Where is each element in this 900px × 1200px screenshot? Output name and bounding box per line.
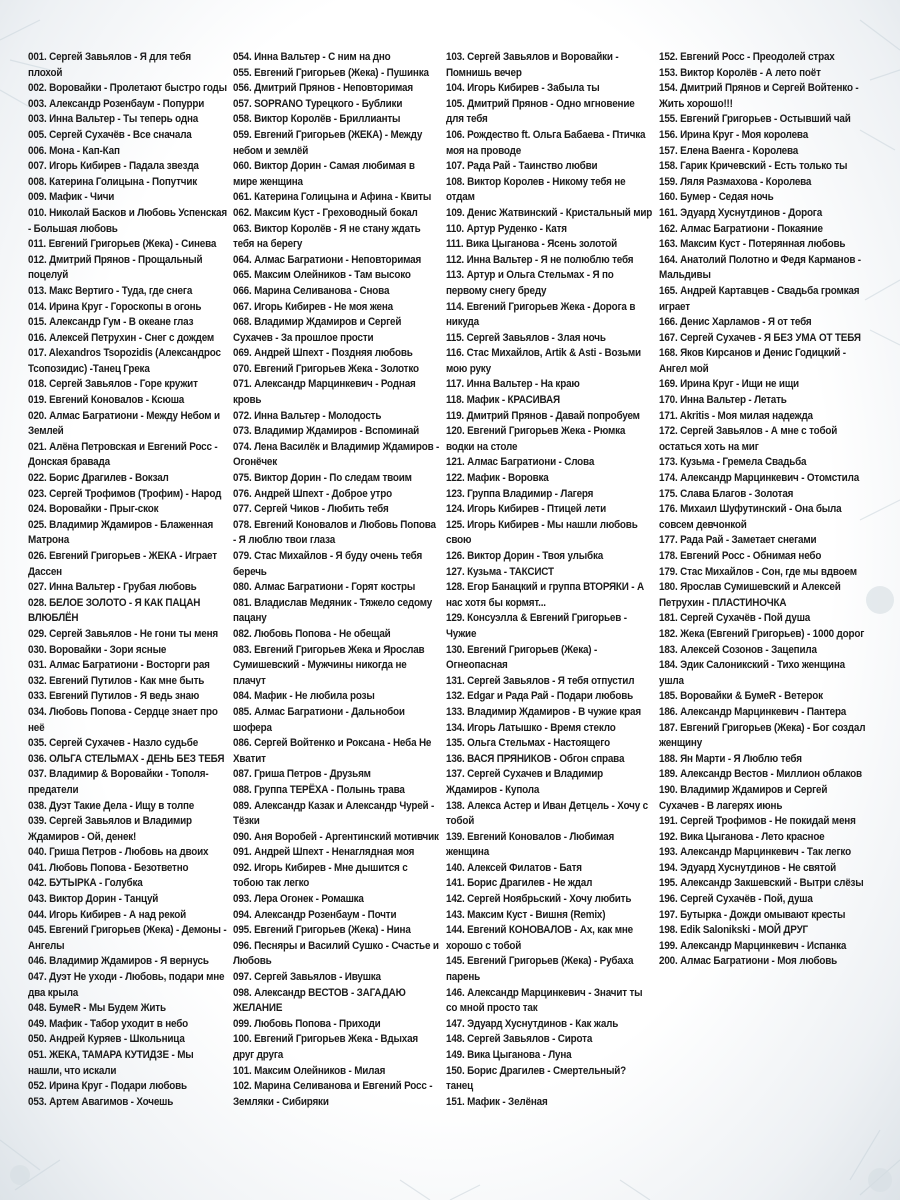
track-entry: 049. Мафик - Табор уходит в небо [28, 1017, 189, 1030]
track-entry: 118. Мафик - КРАСИВАЯ [446, 394, 560, 407]
track-entry: 189. Александр Вестов - Миллион облаков [659, 768, 862, 781]
track-entry: 109. Денис Жатвинский - Кристальный мир [446, 206, 653, 219]
track-entry: 006. Мона - Кап-Кап [28, 144, 120, 157]
track-entry: 026. Евгений Григорьев - ЖЕКА - Играет Дассен [28, 550, 217, 578]
track-entry: 197. Бутырка - Дожди омывают кресты [659, 908, 846, 921]
track-entry: 160. Бумер - Седая ночь [659, 191, 774, 204]
track-entry: 157. Елена Ваенга - Королева [659, 144, 799, 157]
track-entry: 168. Яков Кирсанов и Денис Годицкий - Ангел мой [659, 347, 846, 375]
track-entry: 174. Александр Марцинкевич - Отомстила [659, 472, 860, 485]
track-entry: 128. Егор Банацкий и группа ВТОРЯКИ - А нас хотя бы кормят... [446, 581, 644, 609]
tracklist-column-4 [659, 50, 874, 1110]
track-entry: 093. Лера Огонек - Ромашка [233, 893, 364, 906]
track-entry: 014. Ирина Круг - Гороскопы в огонь [28, 300, 202, 313]
track-entry: 036. ОЛЬГА СТЕЛЬМАХ - ДЕНЬ БЕЗ ТЕБЯ [28, 752, 225, 765]
track-entry: 148. Сергей Завьялов - Сирота [446, 1033, 593, 1046]
track-entry: 151. Мафик - Зелёная [446, 1095, 548, 1108]
track-entry: 009. Мафик - Чичи [28, 191, 115, 204]
track-entry: 015. Александр Гум - В океане глаз [28, 316, 194, 329]
track-entry: 066. Марина Селиванова - Снова [233, 284, 390, 297]
track-entry: 061. Катерина Голицына и Афина - Квиты [233, 191, 432, 204]
track-entry: 161. Эдуард Хуснутдинов - Дорога [659, 206, 823, 219]
track-entry: 179. Стас Михайлов - Сон, где мы вдвоем [659, 565, 857, 578]
track-entry: 133. Владимир Ждамиров - В чужие края [446, 705, 641, 718]
track-entry: 096. Песняры и Василий Сушко - Счастье и Любовь [233, 939, 439, 968]
track-entry: 073. Владимир Ждамиров - Вспоминай [233, 425, 420, 438]
track-entry: 159. Ляля Размахова - Королева [659, 175, 812, 188]
track-entry: 025. Владимир Ждамиров - Блаженная Матрона [28, 518, 214, 547]
track-entry: 001. Сергей Завьялов - Я для тебя плохой [28, 51, 191, 79]
track-entry: 149. Вика Цыганова - Луна [446, 1049, 572, 1061]
track-entry: 081. Владислав Медяник - Тяжело седому пацану [233, 596, 433, 625]
track-entry: 092. Игорь Кибирев - Мне дышится с тобою так легко [233, 861, 408, 890]
track-entry: 116. Стас Михайлов, Artik & Asti - Возьми мою руку [446, 347, 641, 375]
track-entry: 028. БЕЛОЕ ЗОЛОТО - Я КАК ПАЦАН ВЛЮБЛЁН [28, 596, 201, 625]
track-entry: 146. Александр Марцинкевич - Значит ты со мной просто так [446, 986, 643, 1015]
track-entry: 111. Вика Цыганова - Ясень золотой [446, 238, 618, 251]
track-entry: 178. Евгений Росс - Обнимая небо [659, 550, 822, 562]
track-entry: 163. Максим Куст - Потерянная любовь [659, 238, 846, 251]
track-entry: 080. Алмас Багратиони - Горят костры [233, 581, 416, 594]
track-entry: 101. Максим Олейников - Милая [233, 1064, 386, 1077]
track-entry: 125. Игорь Кибирев - Мы нашли любовь свою [446, 518, 638, 547]
track-entry: 011. Евгений Григорьев (Жека) - Синева [28, 238, 217, 251]
track-entry: 121. Алмас Багратиони - Слова [446, 456, 595, 469]
track-entry: 138. Алекса Астер и Иван Детцель - Хочу с тобой [446, 799, 648, 828]
track-entry: 053. Артем Авагимов - Хочешь [28, 1095, 174, 1108]
track-entry: 132. Edgar и Рада Рай - Подари любовь [446, 690, 634, 703]
track-entry: 082. Любовь Попова - Не обещай [233, 627, 391, 640]
track-entry: 194. Эдуард Хуснутдинов - Не святой [659, 861, 837, 874]
track-entry: 127. Кузьма - ТАКСИСТ [446, 565, 554, 578]
track-entry: 029. Сергей Завьялов - Не гони ты меня [28, 627, 218, 640]
track-entry: 085. Алмас Багратиони - Дальнобои шофера [233, 705, 405, 734]
track-entry: 106. Рождество ft. Ольга Бабаева - Птичка моя на проводе [446, 128, 646, 157]
track-entry: 027. Инна Вальтер - Грубая любовь [28, 581, 197, 594]
track-entry: 030. Воровайки - Зори ясные [28, 643, 167, 656]
track-entry: 062. Максим Куст - Греховодный бокал [233, 206, 418, 219]
track-entry: 166. Денис Харламов - Я от тебя [659, 316, 812, 329]
track-entry: 154. Дмитрий Прянов и Сергей Войтенко - Жить хорошо!!! [659, 82, 859, 110]
track-entry: 079. Стас Михайлов - Я буду очень тебя беречь [233, 550, 423, 578]
track-entry: 017. Alexandros Tsopozidis (Александрос Тсопозидис) -Танец Грека [28, 347, 221, 375]
track-entry: 058. Виктор Королёв - Бриллианты [233, 113, 401, 126]
track-entry: 003. Александр Розенбаум - Попурри [28, 97, 205, 110]
track-entry: 056. Дмитрий Прянов - Неповторимая [233, 82, 413, 95]
track-entry: 169. Ирина Круг - Ищи не ищи [659, 378, 799, 391]
track-entry: 019. Евгений Коновалов - Ксюша [28, 394, 185, 407]
track-entry: 180. Ярослав Сумишевский и Алексей Петрухин - ПЛАСТИНОЧКА [659, 581, 841, 609]
track-entry: 199. Александр Марцинкевич - Испанка [659, 939, 847, 952]
track-entry: 047. Дуэт Не уходи - Любовь, подари мне два крыла [28, 971, 225, 999]
track-entry: 147. Эдуард Хуснутдинов - Как жаль [446, 1017, 619, 1030]
track-entry: 010. Николай Басков и Любовь Успенская - Большая любовь [28, 206, 227, 235]
tracklist [28, 50, 874, 1110]
track-entry: 170. Инна Вальтер - Летать [659, 394, 787, 407]
track-entry: 007. Игорь Кибирев - Падала звезда [28, 160, 199, 173]
tracklist-column-1 [28, 50, 233, 1110]
track-entry: 156. Ирина Круг - Моя королева [659, 128, 809, 141]
track-entry: 120. Евгений Григорьев Жека - Рюмка водки на столе [446, 425, 626, 453]
track-entry: 021. Алёна Петровская и Евгений Росс - Донская бравада [28, 440, 218, 469]
track-entry: 045. Евгений Григорьев (Жека) - Демоны - Ангелы [28, 924, 227, 952]
track-entry: 069. Андрей Шпехт - Поздняя любовь [233, 347, 413, 360]
track-entry: 114. Евгений Григорьев Жека - Дорога в никуда [446, 300, 636, 329]
track-entry: 054. Инна Вальтер - С ним на дно [233, 51, 391, 63]
track-entry: 190. Владимир Ждамиров и Сергей Сухачев - В лагерях июнь [659, 783, 828, 812]
track-entry: 191. Сергей Трофимов - Не покидай меня [659, 815, 856, 828]
track-entry: 050. Андрей Куряев - Школьница [28, 1033, 185, 1046]
track-entry: 131. Сергей Завьялов - Я тебя отпустил [446, 674, 635, 687]
track-entry: 098. Александр ВЕСТОВ - ЗАГАДАЮ ЖЕЛАНИЕ [233, 986, 406, 1015]
track-entry: 145. Евгений Григорьев (Жека) - Рубаха парень [446, 955, 634, 984]
track-entry: 087. Гриша Петров - Друзьям [233, 768, 371, 781]
track-entry: 112. Инна Вальтер - Я не полюблю тебя [446, 253, 634, 266]
track-entry: 155. Евгений Григорьев - Остывший чай [659, 113, 851, 126]
track-entry: 177. Рада Рай - Заметает снегами [659, 534, 817, 547]
track-entry: 143. Максим Куст - Вишня (Remix) [446, 908, 606, 921]
track-entry: 137. Сергей Сухачев и Владимир Ждамиров - Купола [446, 768, 604, 796]
track-entry: 140. Алексей Филатов - Батя [446, 861, 582, 874]
track-entry: 055. Евгений Григорьев (Жека) - Пушинка [233, 66, 429, 79]
track-entry: 076. Андрей Шпехт - Доброе утро [233, 487, 392, 500]
track-entry: 103. Сергей Завьялов и Воровайки - Помнишь вечер [446, 51, 619, 79]
track-entry: 113. Артур и Ольга Стельмах - Я по первому снегу бреду [446, 269, 614, 297]
track-entry: 046. Владимир Ждамиров - Я вернусь [28, 955, 209, 968]
track-entry: 020. Алмас Багратиони - Между Небом и Землей [28, 409, 220, 438]
track-entry: 088. Группа ТЕРЁХА - Полынь трава [233, 783, 405, 796]
track-entry: 035. Сергей Сухачев - Назло судьбе [28, 737, 199, 750]
track-entry: 051. ЖЕКА, ТАМАРА КУТИДЗЕ - Мы нашли, что искали [28, 1049, 194, 1077]
track-entry: 164. Анатолий Полотно и Федя Карманов - Мальдивы [659, 253, 861, 282]
track-entry: 024. Воровайки - Прыг-скок [28, 503, 159, 516]
track-entry: 129. Консуэлла & Евгений Григорьев - Чужие [446, 612, 627, 640]
track-entry: 048. БумеR - Мы Будем Жить [28, 1002, 166, 1015]
track-entry: 158. Гарик Кричевский - Есть только ты [659, 160, 848, 173]
track-entry: 089. Александр Казак и Александр Чурей - Тёзки [233, 799, 435, 828]
track-entry: 072. Инна Вальтер - Молодость [233, 409, 382, 422]
track-entry: 065. Максим Олейников - Там высоко [233, 269, 411, 282]
track-entry: 052. Ирина Круг - Подари любовь [28, 1080, 187, 1093]
track-entry: 100. Евгений Григорьев Жека - Вдыхая друг друга [233, 1033, 419, 1061]
track-entry: 142. Сергей Ноябрьский - Хочу любить [446, 893, 632, 906]
track-entry: 039. Сергей Завьялов и Владимир Ждамиров - Ой, денек! [28, 815, 192, 843]
track-entry: 090. Аня Воробей - Аргентинский мотивчик [233, 830, 439, 843]
track-entry: 185. Воровайки & БумеR - Ветерок [659, 690, 823, 703]
track-entry: 187. Евгений Григорьев (Жека) - Бог создал женщину [659, 721, 866, 750]
track-entry: 041. Любовь Попова - Безответно [28, 861, 189, 874]
track-entry: 043. Виктор Дорин - Танцуй [28, 893, 159, 906]
track-entry: 033. Евгений Путилов - Я ведь знаю [28, 690, 200, 703]
track-entry: 183. Алексей Созонов - Зацепила [659, 643, 817, 656]
track-entry: 018. Сергей Завьялов - Горе кружит [28, 378, 198, 391]
track-entry: 192. Вика Цыганова - Лето красное [659, 830, 825, 843]
track-entry: 034. Любовь Попова - Сердце знает про неё [28, 705, 218, 734]
track-entry: 040. Гриша Петров - Любовь на двоих [28, 846, 209, 859]
track-entry: 162. Алмас Багратиони - Покаяние [659, 222, 823, 235]
track-entry: 044. Игорь Кибирев - А над рекой [28, 908, 187, 921]
track-entry: 117. Инна Вальтер - На краю [446, 378, 580, 391]
track-entry: 136. ВАСЯ ПРЯНИКОВ - Обгон справа [446, 752, 625, 765]
track-entry: 005. Сергей Сухачёв - Все сначала [28, 128, 192, 141]
track-entry: 110. Артур Руденко - Катя [446, 222, 567, 235]
track-entry: 042. БУТЫРКА - Голубка [28, 877, 143, 890]
track-entry: 135. Ольга Стельмах - Настоящего [446, 737, 610, 750]
track-entry: 091. Андрей Шпехт - Ненаглядная моя [233, 846, 415, 859]
track-entry: 037. Владимир & Воровайки - Тополя-предатели [28, 768, 209, 796]
track-entry: 008. Катерина Голицына - Попутчик [28, 175, 198, 188]
track-entry: 182. Жека (Евгений Григорьев) - 1000 дорог [659, 627, 865, 640]
track-entry: 084. Мафик - Не любила розы [233, 690, 375, 703]
track-entry: 124. Игорь Кибирев - Птицей лети [446, 503, 607, 516]
track-entry: 150. Борис Драгилев - Смертельный? танец [446, 1064, 627, 1093]
track-entry: 067. Игорь Кибирев - Не моя жена [233, 300, 393, 313]
track-entry: 078. Евгений Коновалов и Любовь Попова - Я люблю твои глаза [233, 518, 436, 547]
track-entry: 104. Игорь Кибирев - Забыла ты [446, 82, 600, 95]
track-entry: 176. Михаил Шуфутинский - Она была совсем девчонкой [659, 503, 842, 531]
track-entry: 023. Сергей Трофимов (Трофим) - Народ [28, 487, 222, 500]
track-entry: 186. Александр Марцинкевич - Пантера [659, 705, 847, 718]
track-entry: 175. Слава Благов - Золотая [659, 487, 794, 500]
track-entry: 068. Владимир Ждамиров и Сергей Сухачев - За прошлое прости [233, 316, 402, 344]
track-entry: 077. Сергей Чиков - Любить тебя [233, 503, 389, 516]
track-entry: 022. Борис Драгилев - Вокзал [28, 472, 169, 485]
track-entry: 075. Виктор Дорин - По следам твоим [233, 472, 412, 485]
track-entry: 167. Сергей Сухачев - Я БЕЗ УМА ОТ ТЕБЯ [659, 331, 861, 344]
track-entry: 196. Сергей Сухачёв - Пой, душа [659, 893, 813, 906]
track-entry: 063. Виктор Королёв - Я не стану ждать тебя на берегу [233, 222, 421, 251]
track-entry: 122. Мафик - Воровка [446, 472, 549, 485]
tracklist-column-2 [233, 50, 446, 1110]
track-entry: 064. Алмас Багратиони - Неповторимая [233, 253, 422, 266]
track-entry: 070. Евгений Григорьев Жека - Золотко [233, 362, 419, 375]
track-entry: 144. Евгений КОНОВАЛОВ - Ах, как мне хорошо с тобой [446, 924, 634, 952]
track-entry: 195. Александр Закшевский - Вытри слёзы [659, 877, 864, 890]
track-entry: 165. Андрей Картавцев - Свадьба громкая играет [659, 284, 860, 313]
track-entry: 123. Группа Владимир - Лагеря [446, 487, 594, 500]
track-entry: 059. Евгений Григорьев (ЖЕКА) - Между небом и землёй [233, 128, 423, 157]
track-entry: 002. Воровайки - Пролетают быстро годы [28, 82, 227, 95]
track-entry: 016. Алексей Петрухин - Снег с дождем [28, 331, 215, 344]
track-entry: 193. Александр Марцинкевич - Так легко [659, 846, 851, 859]
tracklist-column-3 [446, 50, 659, 1110]
track-entry: 200. Алмас Багратиони - Моя любовь [659, 955, 838, 968]
track-entry: 083. Евгений Григорьев Жека и Ярослав Сумишевский - Мужчины никогда не плачут [233, 643, 425, 687]
track-entry: 099. Любовь Попова - Приходи [233, 1017, 381, 1030]
track-entry: 184. Эдик Салоникский - Тихо женщина ушла [659, 659, 845, 687]
track-entry: 012. Дмитрий Прянов - Прощальный поцелуй [28, 253, 203, 282]
track-entry: 134. Игорь Латышко - Время стекло [446, 721, 616, 734]
track-entry: 171. Akritis - Моя милая надежда [659, 409, 813, 422]
track-entry: 031. Алмас Багратиони - Восторги рая [28, 659, 210, 672]
track-entry: 032. Евгений Путилов - Как мне быть [28, 674, 205, 687]
track-entry: 139. Евгений Коновалов - Любимая женщина [446, 830, 615, 859]
track-entry: 126. Виктор Дорин - Твоя улыбка [446, 550, 604, 562]
track-entry: 172. Сергей Завьялов - А мне с тобой остаться хоть на миг [659, 425, 838, 453]
track-entry: 152. Евгений Росс - Преодолей страх [659, 51, 835, 63]
track-entry: 198. Edik Salonikski - МОЙ ДРУГ [659, 924, 808, 937]
track-entry: 108. Виктор Королев - Никому тебя не отдам [446, 175, 626, 204]
track-entry: 130. Евгений Григорьев (Жека) - Огнеопасная [446, 643, 598, 672]
track-entry: 141. Борис Драгилев - Не ждал [446, 877, 593, 890]
track-entry: 153. Виктор Королёв - А лето поёт [659, 66, 821, 79]
track-entry: 013. Макс Вертиго - Туда, где снега [28, 284, 193, 297]
track-entry: 095. Евгений Григорьев (Жека) - Нина [233, 924, 411, 937]
track-entry: 107. Рада Рай - Таинство любви [446, 160, 598, 173]
track-entry: 115. Сергей Завьялов - Злая ночь [446, 331, 606, 344]
track-entry: 119. Дмитрий Прянов - Давай попробуем [446, 409, 640, 422]
track-entry: 003. Инна Вальтер - Ты теперь одна [28, 113, 199, 126]
track-entry: 102. Марина Селиванова и Евгений Росс - Земляки - Сибиряки [233, 1080, 433, 1108]
track-entry: 060. Виктор Дорин - Самая любимая в мире женщина [233, 160, 415, 188]
track-entry: 074. Лена Василёк и Владимир Ждамиров - Огонёчек [233, 440, 440, 469]
track-entry: 105. Дмитрий Прянов - Одно мгновение для тебя [446, 97, 635, 126]
track-entry: 071. Александр Марцинкевич - Родная кровь [233, 378, 416, 407]
track-entry: 086. Сергей Войтенко и Роксана - Неба Не Хватит [233, 737, 432, 765]
track-entry: 038. Дуэт Такие Дела - Ищу в толпе [28, 799, 195, 812]
track-entry: 173. Кузьма - Гремела Свадьба [659, 456, 807, 469]
track-entry: 181. Сергей Сухачёв - Пой душа [659, 612, 811, 625]
track-entry: 094. Александр Розенбаум - Почти [233, 908, 397, 921]
track-entry: 057. SOPRANO Турецкого - Бублики [233, 97, 403, 110]
track-entry: 097. Сергей Завьялов - Ивушка [233, 971, 381, 984]
track-entry: 188. Ян Марти - Я Люблю тебя [659, 752, 802, 765]
